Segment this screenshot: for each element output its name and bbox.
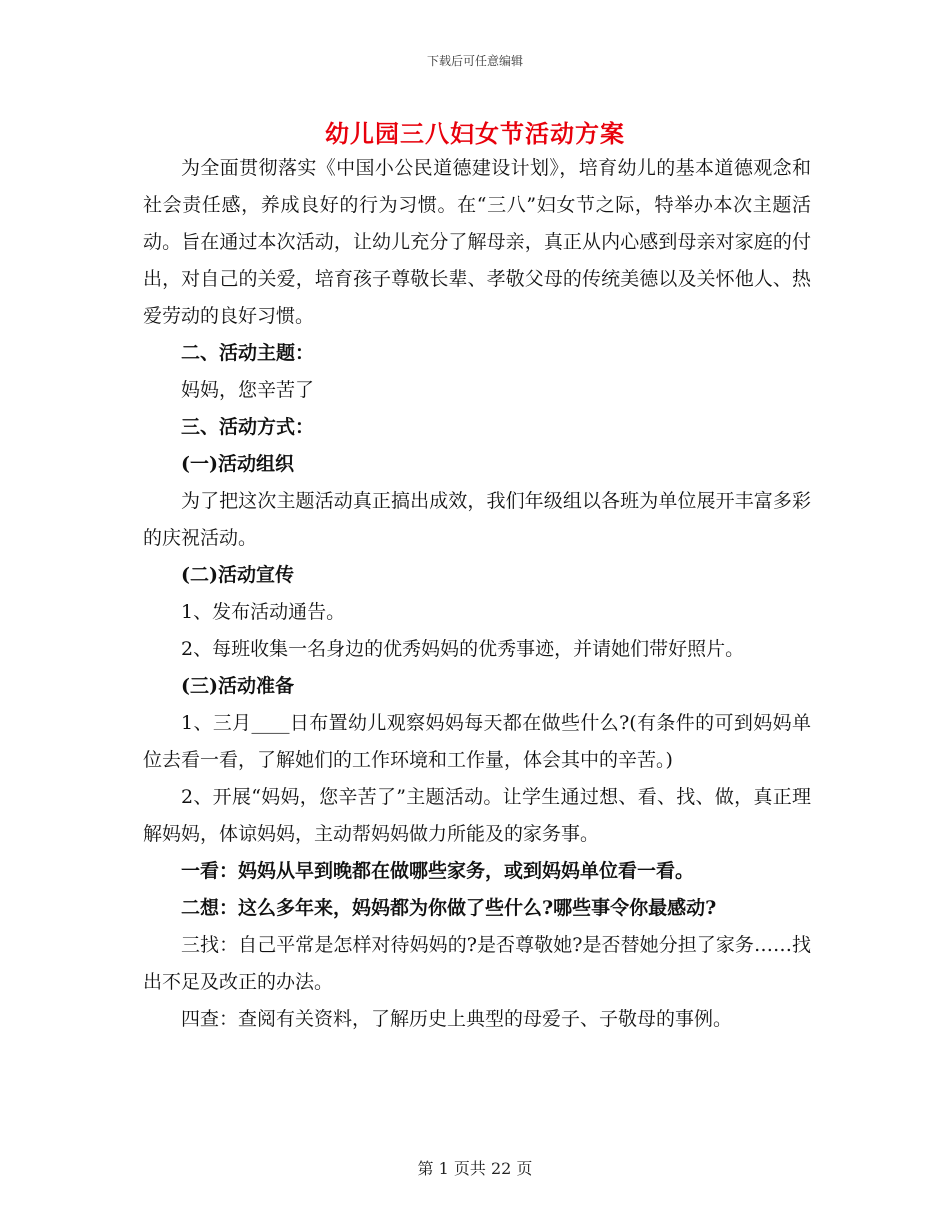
intro-paragraph: 为全面贯彻落实《中国小公民道德建设计划》，培育幼儿的基本道德观念和社会责任感，养成良好的行为习惯。在“三八”妇女节之际，特举办本次主题活动。旨在通过本次活动，让幼儿充分了解母亲，真正从内心感到母亲对家庭的付出，对自己的关爱，培育孩子尊敬长辈、孝敬父母的传统美德以及关怀他人、热爱劳动的良好习惯。 [143,157,811,327]
subheading-preparation: (三)活动准备 [181,675,294,697]
preparation-item-1: 1、三月____日布置幼儿观察妈妈每天都在做些什么?(有条件的可到妈妈单位去看一看，了解她们的工作环境和工作量，体会其中的辛苦。) [143,712,811,771]
step-find: 三找：自己平常是怎样对待妈妈的?是否尊敬她?是否替她分担了家务……找出不足及改正的办法。 [143,934,811,993]
publicity-item-2: 2、每班收集一名身边的优秀妈妈的优秀事迹，并请她们带好照片。 [181,638,745,660]
header-note: 下载后可任意编辑 [426,54,523,68]
subheading-publicity: (二)活动宣传 [181,564,294,586]
organization-paragraph: 为了把这次主题活动真正搞出成效，我们年级组以各班为单位展开丰富多彩的庆祝活动。 [143,490,811,549]
page-footer: 第 1 页共 22 页 [417,1159,533,1178]
step-research: 四查：查阅有关资料，了解历史上典型的母爱子、子敬母的事例。 [181,1008,733,1030]
step-look: 一看：妈妈从早到晚都在做哪些家务，或到妈妈单位看一看。 [181,860,695,882]
subheading-organization: (一)活动组织 [181,453,294,475]
preparation-item-2: 2、开展“妈妈，您辛苦了”主题活动。让学生通过想、看、找、做，真正理解妈妈，体谅妈妈，主动帮妈妈做力所能及的家务事。 [143,786,811,845]
theme-text: 妈妈，您辛苦了 [181,379,315,401]
document-body [143,150,811,1038]
section-heading-method: 三、活动方式： [181,416,315,438]
step-think: 二想：这么多年来，妈妈都为你做了些什么?哪些事令你最感动? [181,897,717,919]
section-heading-theme: 二、活动主题： [181,342,315,364]
document-title: 幼儿园三八妇女节活动方案 [325,119,625,148]
publicity-item-1: 1、发布活动通告。 [181,601,346,623]
